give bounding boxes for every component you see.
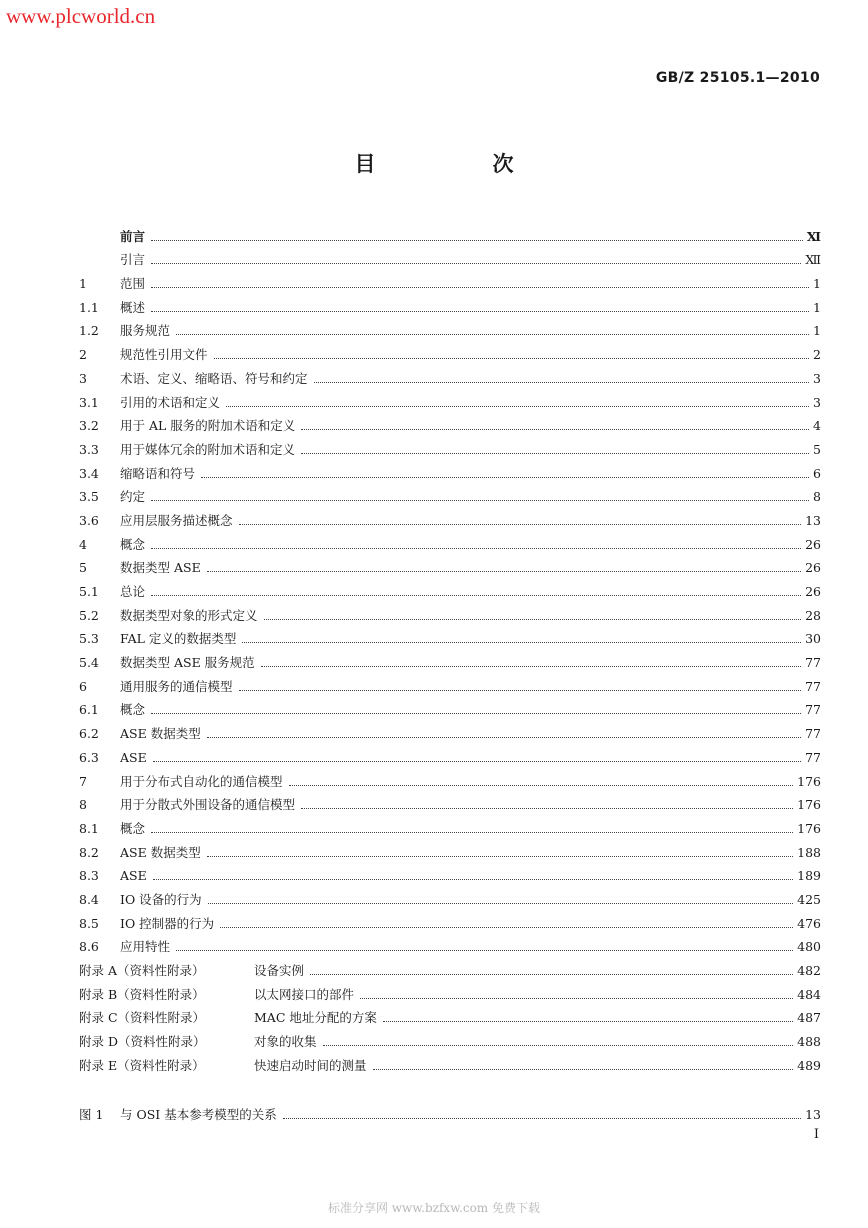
- toc-entry[interactable]: [79, 718, 821, 742]
- page-ref: 77: [805, 678, 821, 694]
- dot-leader: [151, 712, 801, 714]
- section-title: 对象的收集: [254, 1034, 317, 1050]
- page-ref: 26: [805, 560, 821, 576]
- toc-entry[interactable]: [79, 979, 821, 1003]
- dot-leader: [383, 1020, 793, 1022]
- page-ref: 13: [805, 1106, 821, 1122]
- toc-entry[interactable]: [79, 1050, 821, 1074]
- toc-entry[interactable]: [79, 268, 821, 292]
- toc-entry[interactable]: [79, 813, 821, 837]
- dot-leader: [283, 1117, 801, 1119]
- section-number: 7: [79, 773, 87, 789]
- page-title: 目 次: [354, 152, 562, 176]
- toc-entry[interactable]: [79, 482, 821, 506]
- page-ref: 487: [797, 1010, 821, 1026]
- section-number: 4: [79, 536, 87, 552]
- list-of-figures: [79, 1099, 821, 1123]
- section-number: 3.6: [79, 512, 99, 528]
- toc-entry[interactable]: [79, 600, 821, 624]
- toc-entry[interactable]: [79, 458, 821, 482]
- section-number: 3.5: [79, 489, 99, 505]
- toc-entry[interactable]: [79, 624, 821, 648]
- toc-entry[interactable]: [79, 245, 821, 269]
- section-title: MAC 地址分配的方案: [254, 1010, 377, 1026]
- watermark-url: www.plcworld.cn: [6, 4, 156, 28]
- dot-leader: [176, 949, 793, 951]
- page-ref: 77: [805, 726, 821, 742]
- page-ref: 482: [797, 963, 821, 978]
- page-ref: 1: [813, 323, 821, 339]
- toc-entry[interactable]: [79, 411, 821, 435]
- section-number: 5.1: [79, 584, 99, 599]
- section-title: 概述: [120, 299, 146, 315]
- section-title: 通用服务的通信模型: [120, 678, 233, 694]
- section-title: 快速启动时间的测量: [254, 1057, 367, 1073]
- dot-leader: [239, 523, 802, 525]
- toc-entry[interactable]: [79, 529, 821, 553]
- section-number: 1: [79, 276, 87, 292]
- toc-entry[interactable]: [79, 576, 821, 600]
- section-number: 8: [79, 797, 87, 813]
- dot-leader: [301, 428, 809, 430]
- toc-entry[interactable]: [79, 1026, 821, 1050]
- dot-leader: [239, 689, 802, 691]
- page-ref: 476: [797, 915, 821, 931]
- section-title: 概念: [120, 702, 146, 718]
- toc-entry[interactable]: [79, 837, 821, 861]
- dot-leader: [301, 452, 809, 454]
- footer-watermark: 标准分享网 www.bzfxw.com 免费下载: [327, 1201, 541, 1215]
- section-title: 概念: [120, 536, 146, 552]
- toc-entry[interactable]: [79, 292, 821, 316]
- section-number: 8.1: [79, 820, 99, 836]
- page-ref: 176: [797, 820, 821, 836]
- section-number: 图 1: [79, 1106, 104, 1122]
- section-title: 规范性引用文件: [120, 347, 208, 363]
- page-ref: 77: [805, 749, 821, 765]
- table-of-contents: [79, 221, 821, 1074]
- section-number: 3.4: [79, 465, 99, 481]
- page-ref: 13: [805, 512, 821, 528]
- section-title: ASE 数据类型: [120, 726, 201, 742]
- page-ref: 5: [813, 441, 821, 457]
- section-title: 与 OSI 基本参考模型的关系: [120, 1106, 277, 1122]
- toc-entry[interactable]: [79, 363, 821, 387]
- section-title: 前言: [120, 228, 146, 244]
- dot-leader: [214, 357, 810, 359]
- dot-leader: [151, 239, 803, 241]
- dot-leader: [301, 807, 793, 809]
- section-number: 3.2: [79, 418, 99, 434]
- section-number: 8.3: [79, 868, 99, 884]
- section-title: 以太网接口的部件: [254, 986, 355, 1002]
- page-ref: 188: [797, 844, 821, 860]
- section-number: 8.6: [79, 939, 99, 955]
- dot-leader: [314, 381, 810, 383]
- section-number: 6.2: [79, 726, 99, 742]
- dot-leader: [360, 997, 793, 999]
- section-number: 3: [79, 370, 87, 386]
- page-ref: 26: [805, 536, 821, 552]
- section-title: 引言: [120, 252, 146, 268]
- section-number: 3.3: [79, 441, 99, 457]
- dot-leader: [264, 618, 802, 620]
- page-ref: 176: [797, 797, 821, 813]
- toc-entry[interactable]: [79, 908, 821, 932]
- section-title: 用于 AL 服务的附加术语和定义: [120, 418, 296, 434]
- section-title: 引用的术语和定义: [120, 394, 221, 410]
- page-ref: 6: [813, 465, 821, 481]
- toc-entry[interactable]: [79, 505, 821, 529]
- dot-leader: [151, 594, 801, 596]
- section-title: ASE: [120, 868, 147, 884]
- section-number: 5.2: [79, 607, 99, 623]
- section-number: 5: [79, 560, 87, 576]
- section-title: 术语、定义、缩略语、符号和约定: [120, 370, 308, 386]
- page-ref: 30: [805, 631, 821, 647]
- dot-leader: [201, 476, 809, 478]
- page-ref: Ⅻ: [805, 252, 821, 268]
- toc-entry[interactable]: [79, 695, 821, 719]
- annex-label: 附录 A（资料性附录）: [79, 963, 205, 978]
- dot-leader: [153, 878, 793, 880]
- section-number: 6: [79, 678, 87, 694]
- page-ref: 489: [797, 1057, 821, 1073]
- toc-entry[interactable]: [79, 884, 821, 908]
- section-title: 用于媒体冗余的附加术语和定义: [120, 441, 296, 457]
- page-ref: 1: [813, 276, 821, 292]
- dot-leader: [207, 855, 793, 857]
- section-title: 应用特性: [120, 939, 171, 955]
- section-title: 数据类型 ASE 服务规范: [120, 655, 255, 671]
- toc-entry[interactable]: [79, 221, 821, 245]
- dot-leader: [289, 784, 794, 786]
- section-number: 1.1: [79, 299, 99, 315]
- dot-leader: [261, 665, 801, 667]
- page-ref: 1: [813, 299, 821, 315]
- section-title: 约定: [120, 489, 146, 505]
- section-number: 1.2: [79, 323, 99, 339]
- section-title: 范围: [120, 276, 146, 292]
- toc-entry[interactable]: [79, 553, 821, 577]
- dot-leader: [207, 570, 801, 572]
- page-ref: 480: [797, 939, 821, 955]
- dot-leader: [207, 736, 801, 738]
- dot-leader: [226, 405, 809, 407]
- section-number: 5.4: [79, 655, 99, 671]
- section-title: ASE: [120, 749, 147, 765]
- dot-leader: [176, 333, 809, 335]
- dot-leader: [153, 760, 801, 762]
- toc-entry[interactable]: [79, 387, 821, 411]
- dot-leader: [242, 641, 801, 643]
- page-ref: 4: [813, 418, 821, 434]
- dot-leader: [151, 547, 801, 549]
- page-ref: 2: [813, 347, 821, 363]
- section-number: 5.3: [79, 631, 99, 647]
- section-number: 8.5: [79, 915, 99, 931]
- section-title: ASE 数据类型: [120, 844, 201, 860]
- section-title: 概念: [120, 820, 146, 836]
- section-title: IO 控制器的行为: [120, 915, 215, 931]
- page-ref: 3: [813, 394, 821, 410]
- dot-leader: [151, 262, 801, 264]
- page-ref: 176: [797, 773, 821, 789]
- toc-entry[interactable]: [79, 861, 821, 885]
- dot-leader: [220, 926, 793, 928]
- section-title: IO 设备的行为: [120, 891, 202, 907]
- annex-label: 附录 C（资料性附录）: [79, 1010, 206, 1026]
- section-number: 3.1: [79, 394, 99, 410]
- page-ref: 77: [805, 655, 821, 671]
- dot-leader: [373, 1068, 794, 1070]
- dot-leader: [310, 973, 793, 975]
- toc-entry[interactable]: [79, 790, 821, 814]
- dot-leader: [151, 286, 809, 288]
- page-number: I: [813, 1127, 819, 1142]
- section-title: 总论: [120, 584, 146, 599]
- dot-leader: [323, 1044, 794, 1046]
- toc-entry[interactable]: [79, 742, 821, 766]
- toc-entry[interactable]: [79, 1003, 821, 1027]
- page-ref: 28: [805, 607, 821, 623]
- section-title: 数据类型对象的形式定义: [120, 607, 258, 623]
- dot-leader: [151, 310, 809, 312]
- section-title: FAL 定义的数据类型: [120, 631, 237, 647]
- page-ref: 189: [797, 868, 821, 884]
- page-ref: 425: [797, 891, 821, 907]
- section-number: 2: [79, 347, 87, 363]
- section-title: 设备实例: [254, 963, 305, 978]
- dot-leader: [151, 499, 809, 501]
- section-number: 6.3: [79, 749, 99, 765]
- section-title: 用于分散式外围设备的通信模型: [120, 797, 296, 813]
- toc-entry[interactable]: [79, 434, 821, 458]
- toc-entry[interactable]: [79, 932, 821, 956]
- annex-label: 附录 B（资料性附录）: [79, 986, 205, 1002]
- figure-entry[interactable]: [79, 1099, 821, 1123]
- section-title: 数据类型 ASE: [120, 560, 201, 576]
- section-number: 8.2: [79, 844, 99, 860]
- section-number: 8.4: [79, 891, 99, 907]
- page-ref: Ⅺ: [806, 228, 821, 244]
- page-ref: 484: [797, 986, 821, 1002]
- toc-entry[interactable]: [79, 316, 821, 340]
- page-ref: 3: [813, 370, 821, 386]
- page-ref: 488: [797, 1034, 821, 1050]
- page-ref: 8: [813, 489, 821, 505]
- toc-entry[interactable]: [79, 766, 821, 790]
- page-ref: 77: [805, 702, 821, 718]
- section-title: 应用层服务描述概念: [120, 512, 233, 528]
- dot-leader: [151, 831, 793, 833]
- section-number: 6.1: [79, 702, 99, 718]
- annex-label: 附录 E（资料性附录）: [79, 1057, 205, 1073]
- section-title: 用于分布式自动化的通信模型: [120, 773, 283, 789]
- toc-entry[interactable]: [79, 955, 821, 979]
- toc-entry[interactable]: [79, 647, 821, 671]
- annex-label: 附录 D（资料性附录）: [79, 1034, 206, 1050]
- standard-number: GB/Z 25105.1—2010: [655, 70, 820, 86]
- page-ref: 26: [805, 584, 821, 599]
- toc-entry[interactable]: [79, 339, 821, 363]
- section-title: 服务规范: [120, 323, 171, 339]
- section-title: 缩略语和符号: [120, 465, 196, 481]
- toc-entry[interactable]: [79, 671, 821, 695]
- dot-leader: [208, 902, 793, 904]
